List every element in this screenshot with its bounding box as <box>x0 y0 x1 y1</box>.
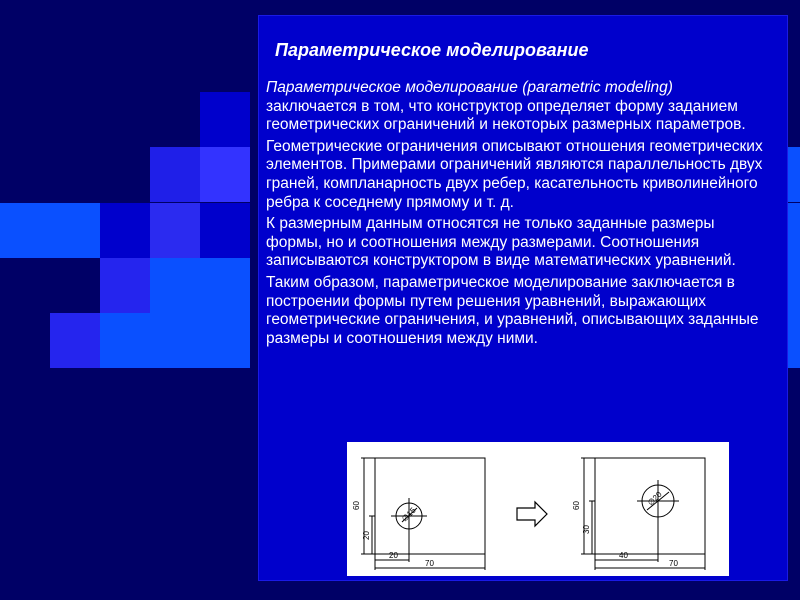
bg-square <box>100 313 150 368</box>
paragraph-2: Геометрические ограничения описывают отношения геометрических элементов. Примерами ограничений являются параллельность двух граней, компланарность двух ребер, касательность криволинейного ребра к соседнему прямому и т. д. <box>266 137 763 211</box>
right-label-height: 60 <box>572 501 581 510</box>
right-label-hole-y: 30 <box>582 525 591 534</box>
bg-square <box>50 313 100 368</box>
bg-square <box>0 203 50 258</box>
paragraph-1-rest: заключается в том, что конструктор определяет форму заданием геометрических ограничений и некоторых размерных параметров. <box>266 97 746 134</box>
bg-square <box>788 203 800 258</box>
bg-square <box>200 258 250 313</box>
bg-square <box>100 258 150 313</box>
bg-square <box>200 147 250 202</box>
parametric-drawing <box>347 442 729 576</box>
parametric-figure <box>347 442 729 576</box>
right-label-hole-x: 40 <box>619 551 628 560</box>
paragraph-4: Таким образом, параметрическое моделирование заключается в построении формы путем решения уравнений, выражающих геометрические ограничения, и уравнений, описывающих заданные размеры и соотношения между ними. <box>266 273 759 347</box>
left-label-hole-x: 20 <box>389 551 398 560</box>
bg-square <box>100 203 150 258</box>
bg-square <box>200 313 250 368</box>
arrow-shape <box>517 502 547 526</box>
bg-square <box>150 313 200 368</box>
left-label-width: 70 <box>425 559 434 568</box>
bg-square <box>150 147 200 202</box>
bg-square <box>150 203 200 258</box>
bg-square <box>50 203 100 258</box>
left-label-hole-d: ∅15 <box>400 505 418 524</box>
right-label-hole-d: ∅20 <box>646 489 664 508</box>
bg-square <box>788 313 800 368</box>
content-panel <box>258 15 788 581</box>
slide-title: Параметрическое моделирование <box>275 40 589 60</box>
left-part-outline <box>375 458 485 554</box>
bg-square <box>788 258 800 313</box>
right-label-width: 70 <box>669 559 678 568</box>
left-label-height: 60 <box>352 501 361 510</box>
paragraph-3: К размерным данным относятся не только заданные размеры формы, но и соотношения между размерами. Соотношения записываются конструктором в виде математических уравнений. <box>266 215 736 270</box>
paragraph-1-italic: Параметрическое моделирование (parametric modeling) <box>266 79 673 96</box>
paragraph-1 <box>266 79 766 135</box>
bg-square <box>788 147 800 202</box>
slide-body <box>266 79 766 351</box>
bg-square <box>200 92 250 147</box>
left-label-hole-y: 20 <box>362 531 371 540</box>
bg-square <box>200 203 250 258</box>
bg-square <box>150 258 200 313</box>
